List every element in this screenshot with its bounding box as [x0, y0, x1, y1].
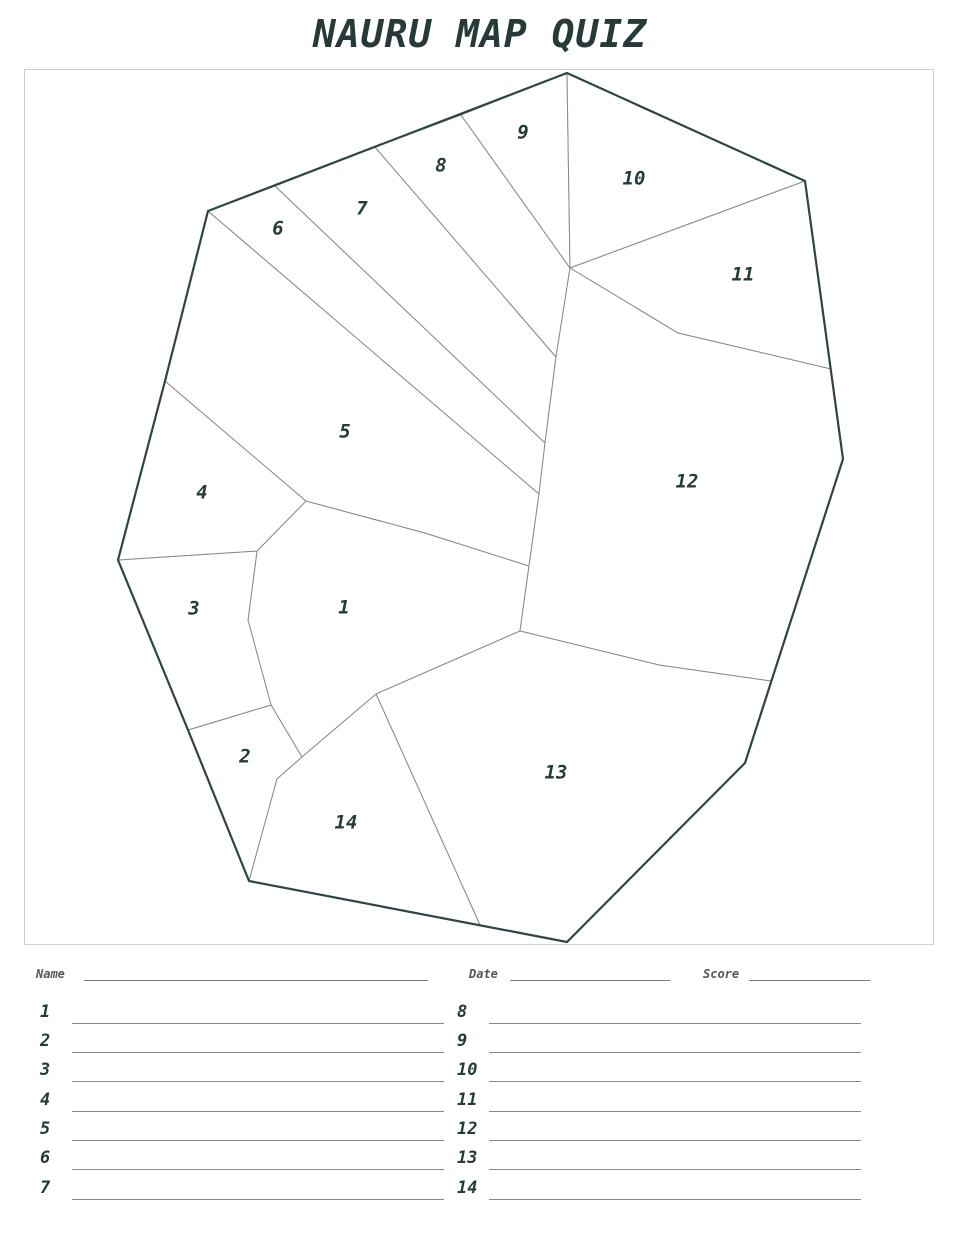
answer-number: 14 — [457, 1178, 478, 1198]
date-label: Date — [469, 967, 498, 981]
answer-number: 2 — [40, 1031, 51, 1051]
region-label-12: 12 — [675, 470, 699, 493]
answer-line[interactable] — [489, 1052, 861, 1053]
answer-number: 13 — [457, 1148, 478, 1168]
answer-line[interactable] — [489, 1023, 861, 1024]
answer-line[interactable] — [72, 1169, 444, 1170]
page-title: NAURU MAP QUIZ — [312, 12, 648, 56]
score-label: Score — [703, 967, 740, 981]
answer-number: 12 — [457, 1119, 478, 1139]
region-label-2: 2 — [239, 745, 251, 768]
region-label-4: 4 — [196, 481, 208, 504]
region-label-11: 11 — [731, 263, 755, 286]
answer-line[interactable] — [72, 1140, 444, 1141]
answer-number: 10 — [457, 1060, 478, 1080]
region-label-5: 5 — [339, 420, 351, 443]
answer-number: 5 — [40, 1119, 51, 1139]
answer-number: 11 — [457, 1090, 478, 1110]
region-label-14: 14 — [334, 811, 358, 834]
region-label-8: 8 — [435, 154, 447, 177]
name-label: Name — [36, 967, 65, 981]
answer-line[interactable] — [489, 1140, 861, 1141]
answer-number: 9 — [457, 1031, 468, 1051]
region-3[interactable] — [118, 551, 271, 730]
answer-line[interactable] — [489, 1081, 861, 1082]
answer-number: 3 — [40, 1060, 51, 1080]
answer-line[interactable] — [489, 1169, 861, 1170]
region-label-13: 13 — [544, 761, 568, 784]
answer-line[interactable] — [72, 1081, 444, 1082]
region-label-3: 3 — [188, 597, 200, 620]
answer-number: 6 — [40, 1148, 51, 1168]
region-label-1: 1 — [338, 596, 350, 619]
region-label-9: 9 — [517, 121, 529, 144]
score-field[interactable] — [749, 980, 870, 981]
date-field[interactable] — [510, 980, 670, 981]
answer-number: 4 — [40, 1090, 51, 1110]
answer-line[interactable] — [72, 1052, 444, 1053]
answer-line[interactable] — [72, 1023, 444, 1024]
region-label-10: 10 — [622, 167, 646, 190]
answer-line[interactable] — [489, 1111, 861, 1112]
answer-line[interactable] — [489, 1199, 861, 1200]
name-field[interactable] — [84, 980, 428, 981]
answer-line[interactable] — [72, 1111, 444, 1112]
answer-line[interactable] — [72, 1199, 444, 1200]
region-label-7: 7 — [356, 197, 368, 220]
answer-number: 1 — [40, 1002, 51, 1022]
answer-number: 8 — [457, 1002, 468, 1022]
region-label-6: 6 — [272, 217, 284, 240]
answer-number: 7 — [40, 1178, 51, 1198]
